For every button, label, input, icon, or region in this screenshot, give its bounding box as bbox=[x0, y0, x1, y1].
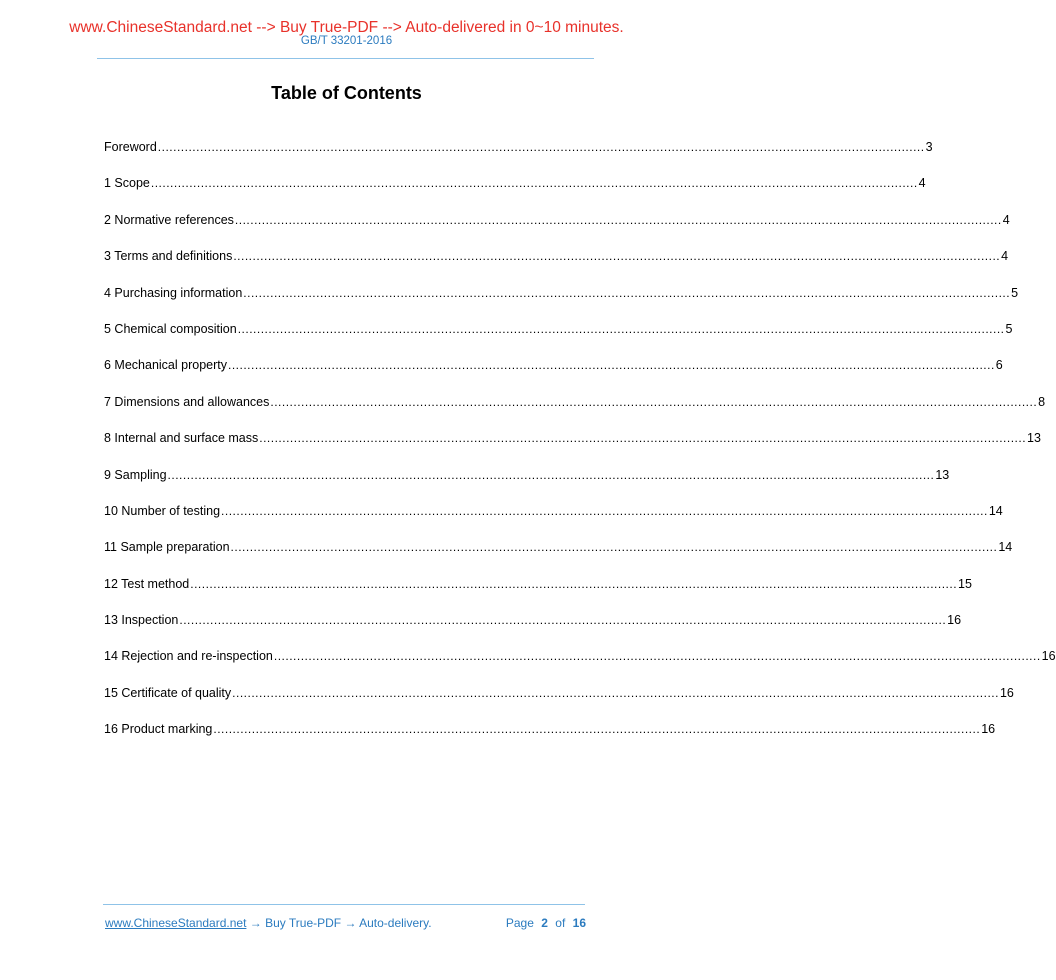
toc-entry[interactable] bbox=[104, 320, 1013, 356]
toc-entry[interactable] bbox=[104, 611, 962, 647]
toc-dot-leader: ........................................................................................................................................................................................................ bbox=[179, 613, 947, 628]
toc-entry[interactable] bbox=[104, 356, 1003, 392]
toc-dot-leader: ........................................................................................................................................................................................................ bbox=[221, 503, 988, 518]
toc-entry-page: 4 bbox=[918, 176, 926, 191]
toc-entry-label: 12 Test method bbox=[104, 576, 190, 591]
toc-dot-leader: ........................................................................................................................................................................................................ bbox=[190, 576, 958, 591]
toc-entry-page: 14 bbox=[998, 540, 1013, 555]
toc-entry-page: 4 bbox=[1001, 249, 1009, 264]
toc-dot-leader: ........................................................................................................................................................................................................ bbox=[234, 212, 1002, 227]
toc-entry-page: 4 bbox=[1002, 212, 1010, 227]
toc-entry-page: 16 bbox=[981, 722, 996, 737]
toc-dot-leader: ........................................................................................................................................................................................................ bbox=[230, 540, 998, 555]
toc-entry-label: Foreword bbox=[104, 140, 157, 154]
toc-entry[interactable] bbox=[104, 393, 1046, 429]
toc-entry-page: 6 bbox=[995, 358, 1003, 373]
toc-entry[interactable] bbox=[104, 247, 1009, 283]
toc-entry-page: 5 bbox=[1011, 285, 1019, 300]
page-footer bbox=[105, 916, 586, 931]
toc-entry[interactable] bbox=[104, 647, 1056, 683]
toc-entry[interactable] bbox=[104, 174, 926, 210]
toc-title: Table of Contents bbox=[271, 83, 422, 103]
toc-dot-leader: ........................................................................................................................................................................................................ bbox=[243, 285, 1011, 300]
toc-entry-page: 16 bbox=[947, 613, 962, 628]
toc-entry-page: 3 bbox=[925, 140, 933, 154]
footer-promo-text: → Buy True-PDF → Auto-delivery. bbox=[246, 916, 432, 930]
toc-dot-leader: ........................................................................................................................................................................................................ bbox=[167, 467, 935, 482]
toc-entry[interactable] bbox=[104, 429, 1041, 465]
toc-entry-label: 1 Scope bbox=[104, 176, 150, 191]
toc-entry[interactable] bbox=[104, 211, 1010, 247]
toc-entry-label: 2 Normative references bbox=[104, 212, 234, 227]
toc-entry[interactable] bbox=[104, 138, 933, 174]
toc-dot-leader: ........................................................................................................................................................................................................ bbox=[259, 431, 1027, 446]
toc-list bbox=[104, 138, 1056, 757]
toc-entry[interactable] bbox=[104, 538, 1013, 574]
toc-dot-leader: ........................................................................................................................................................................................................ bbox=[150, 176, 918, 191]
toc-entry[interactable] bbox=[104, 284, 1019, 320]
toc-entry-label: 13 Inspection bbox=[104, 613, 179, 628]
total-pages-number: 16 bbox=[572, 916, 586, 930]
footer-divider bbox=[103, 904, 585, 905]
header-divider bbox=[97, 58, 594, 59]
toc-entry-page: 16 bbox=[999, 685, 1014, 700]
toc-entry-label: 5 Chemical composition bbox=[104, 321, 237, 336]
toc-entry-label: 4 Purchasing information bbox=[104, 285, 243, 300]
toc-dot-leader: ........................................................................................................................................................................................................ bbox=[232, 685, 999, 700]
toc-entry-label: 3 Terms and definitions bbox=[104, 249, 233, 264]
toc-entry-page: 16 bbox=[1041, 649, 1056, 664]
current-page-number: 2 bbox=[541, 916, 548, 930]
toc-entry-label: 7 Dimensions and allowances bbox=[104, 394, 270, 409]
page-indicator bbox=[506, 916, 586, 931]
toc-entry-page: 15 bbox=[958, 576, 972, 591]
toc-entry[interactable] bbox=[104, 684, 1014, 720]
toc-entry-label: 14 Rejection and re-inspection bbox=[104, 649, 273, 664]
toc-dot-leader: ........................................................................................................................................................................................................ bbox=[237, 321, 1005, 336]
toc-entry-label: 9 Sampling bbox=[104, 467, 167, 482]
of-word: of bbox=[555, 916, 566, 930]
document-code: GB/T 33201-2016 bbox=[300, 35, 393, 47]
toc-entry[interactable] bbox=[104, 466, 950, 502]
toc-dot-leader: ........................................................................................................................................................................................................ bbox=[273, 649, 1041, 664]
toc-entry-label: 6 Mechanical property bbox=[104, 358, 227, 373]
toc-entry[interactable] bbox=[104, 720, 996, 756]
promo-banner[interactable]: www.ChineseStandard.net --> Buy True-PDF --> Auto-delivered in 0~10 minutes. bbox=[69, 19, 624, 36]
toc-entry-page: 8 bbox=[1038, 394, 1046, 409]
toc-entry-page: 14 bbox=[988, 503, 1003, 518]
toc-entry-label: 15 Certificate of quality bbox=[104, 685, 232, 700]
toc-dot-leader: ........................................................................................................................................................................................................ bbox=[213, 722, 981, 737]
toc-entry-page: 5 bbox=[1005, 321, 1013, 336]
toc-entry-page: 13 bbox=[1027, 431, 1041, 446]
page-word: Page bbox=[505, 916, 534, 930]
toc-entry-label: 10 Number of testing bbox=[104, 503, 221, 518]
footer-site-link[interactable]: www.ChineseStandard.net bbox=[105, 916, 247, 930]
toc-dot-leader: ........................................................................................................................................................................................................ bbox=[270, 394, 1038, 409]
footer-promo bbox=[105, 916, 432, 931]
toc-dot-leader: ........................................................................................................................................................................................................ bbox=[157, 140, 925, 154]
toc-entry[interactable] bbox=[104, 502, 1003, 538]
toc-entry[interactable] bbox=[104, 575, 972, 611]
toc-entry-label: 8 Internal and surface mass bbox=[104, 431, 259, 446]
toc-dot-leader: ........................................................................................................................................................................................................ bbox=[233, 249, 1001, 264]
toc-entry-label: 11 Sample preparation bbox=[104, 540, 230, 555]
toc-entry-label: 16 Product marking bbox=[104, 722, 213, 737]
toc-entry-page: 13 bbox=[935, 467, 950, 482]
toc-dot-leader: ........................................................................................................................................................................................................ bbox=[227, 358, 995, 373]
